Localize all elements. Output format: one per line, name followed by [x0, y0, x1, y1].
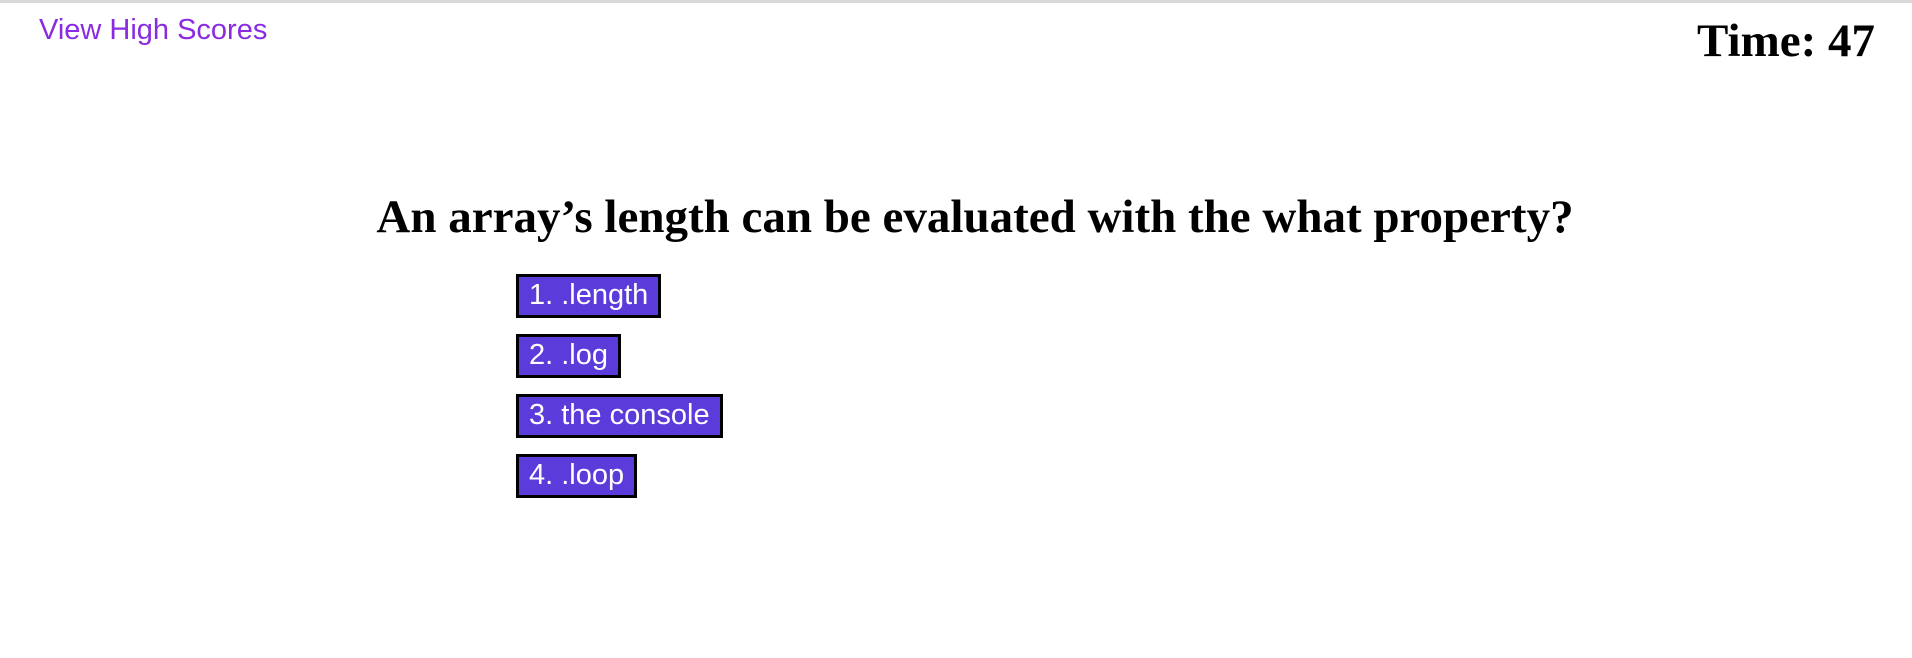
- answer-choice-button-4[interactable]: 4. .loop: [516, 454, 637, 498]
- answer-choice-item: [516, 274, 723, 318]
- view-high-scores-link[interactable]: View High Scores: [39, 14, 268, 46]
- answer-choice-item: [516, 334, 723, 378]
- timer-label: Time:: [1697, 15, 1817, 67]
- answer-choice-button-3[interactable]: 3. the console: [516, 394, 723, 438]
- timer-value: 47: [1828, 15, 1875, 67]
- timer-display: [1697, 14, 1875, 68]
- answer-choices-list: [516, 274, 723, 514]
- top-divider: [0, 0, 1912, 3]
- answer-choice-button-2[interactable]: 2. .log: [516, 334, 621, 378]
- answer-choice-button-1[interactable]: 1. .length: [516, 274, 661, 318]
- answer-choice-item: [516, 454, 723, 498]
- question-text: An array’s length can be evaluated with the what property?: [376, 191, 1574, 243]
- answer-choice-item: [516, 394, 723, 438]
